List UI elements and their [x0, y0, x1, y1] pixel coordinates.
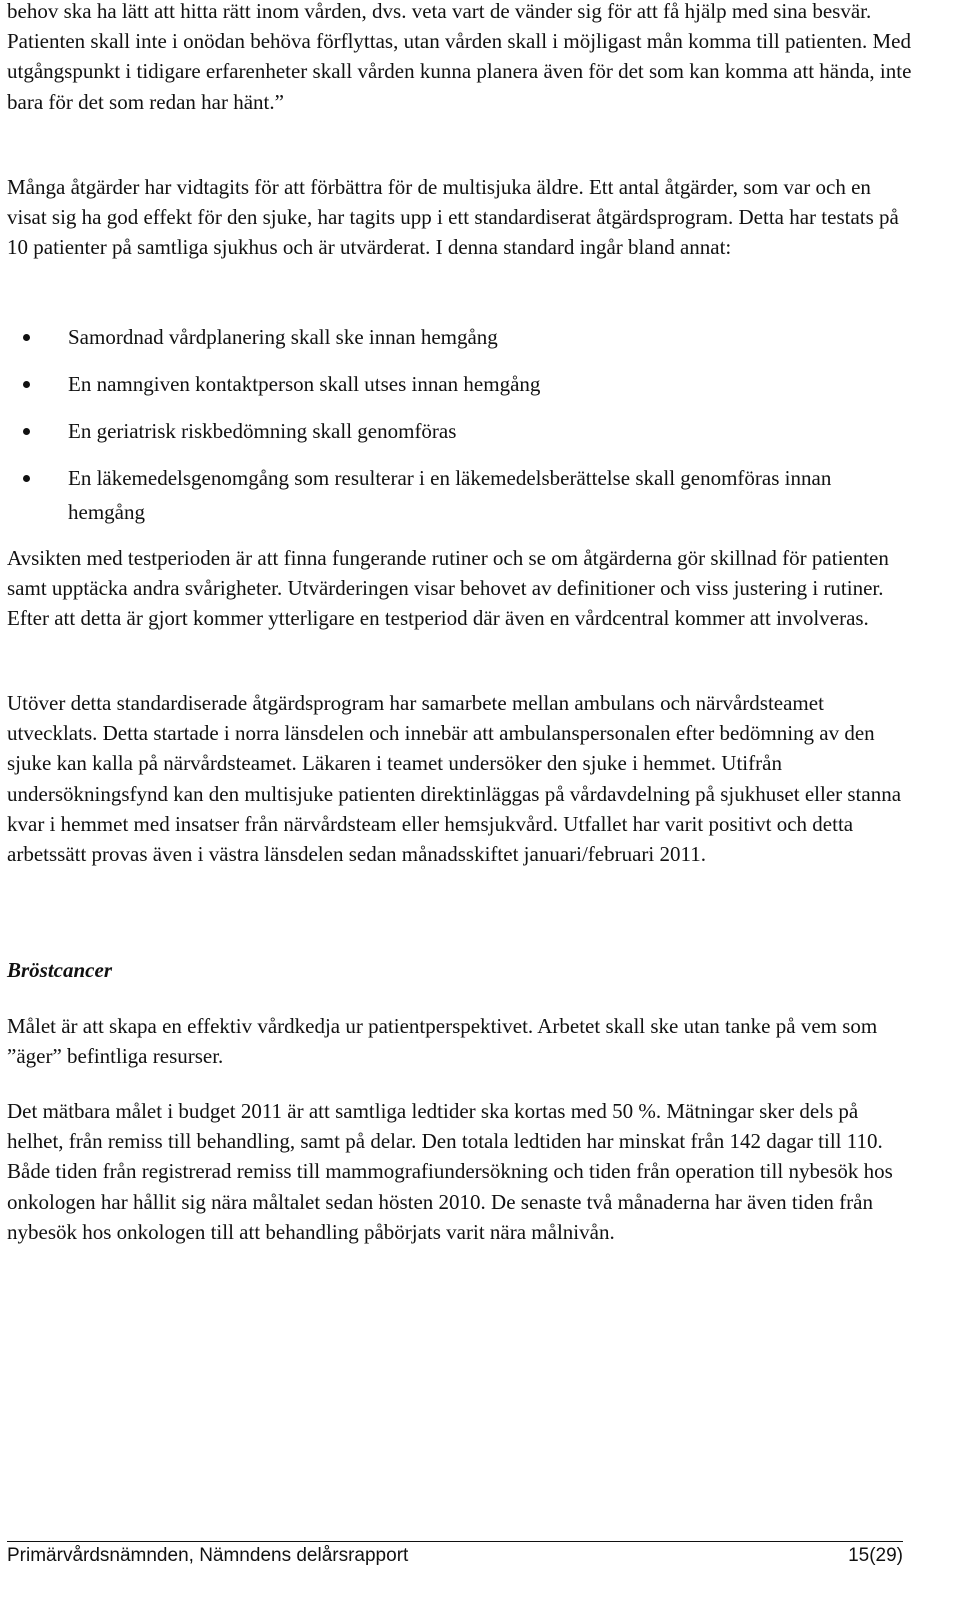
list-item-text: En läkemedelsgenomgång som resulterar i en läkemedelsberättelse skall genomföras innan hemgång — [68, 466, 832, 524]
bullet-icon — [23, 334, 30, 341]
measures-paragraph: Många åtgärder har vidtagits för att förbättra för de multisjuka äldre. Ett antal åtgärder, som var och en visat sig ha god effekt för den sjuke, har tagits upp i ett standardiserat åtgärdsprogram. Detta har testats på 10 patienter på samtliga sjukhus och är utvärderat. I denna standard ingår bland annat: — [7, 175, 899, 260]
lead-time-paragraph: Det mätbara målet i budget 2011 är att samtliga ledtider ska kortas med 50 %. Mätningar sker dels på helhet, från remiss till behandling, samt på delar. Den totala ledtiden har minskat från 142 dagar till 110. Både tiden från registrerad remiss till mammografiundersökning och tiden från operation till nybesök hos onkologen har hållit sig nära måltalet sedan hösten 2010. De senaste två månaderna har även tiden från nybesök hos onkologen till att behandling påbörjats varit nära målnivån. — [7, 1099, 893, 1244]
list-item-text: En namngiven kontaktperson skall utses innan hemgång — [68, 372, 541, 396]
test-period-paragraph: Avsikten med testperioden är att finna fungerande rutiner och se om åtgärderna gör skillnad för patienten samt upptäcka andra svårigheter. Utvärderingen visar behovet av definitioner och viss justering i rutiner. Efter att detta är gjort kommer ytterligare en testperiod där även en vårdcentral kommer att involveras. — [7, 546, 889, 631]
footer-divider — [7, 1541, 903, 1542]
page-number: 15(29) — [848, 1545, 903, 1566]
bullet-icon — [23, 428, 30, 435]
list-item-text: Samordnad vårdplanering skall ske innan hemgång — [68, 325, 498, 349]
bullet-icon — [23, 381, 30, 388]
ambulance-paragraph: Utöver detta standardiserade åtgärdsprogram har samarbete mellan ambulans och närvårdsteamet utvecklats. Detta startade i norra länsdelen och innebär att ambulanspersonalen efter bedömning av den sjuke kan kalla på närvårdsteamet. Läkaren i teamet undersöker den sjuke i hemmet. Utifrån undersökningsfynd kan den multisjuke patienten direktinläggas på vårdavdelning på sjukhuset eller stanna kvar i hemmet med insatser från närvårdsteam eller hemsjukvård. Utfallet har varit positivt och detta arbetssätt provas även i västra länsdelen sedan månadsskiftet januari/februari 2011. — [7, 691, 902, 867]
section-heading: Bröstcancer — [7, 958, 112, 982]
page-footer — [7, 1543, 903, 1569]
footer-report-title: Primärvårdsnämnden, Nämndens delårsrapport — [7, 1545, 409, 1566]
goal-paragraph: Målet är att skapa en effektiv vårdkedja ur patientperspektivet. Arbetet skall ske utan tanke på vem som ”äger” befintliga resurser. — [7, 1014, 878, 1069]
list-item — [7, 320, 912, 354]
intro-paragraph: behov ska ha lätt att hitta rätt inom vården, dvs. veta vart de vänder sig för att få hjälp med sina besvär. Patienten skall inte i onödan behöva förflyttas, utan vården skall i möjligast mån komma till patienten. Med utgångspunkt i tidigare erfarenheter skall vården kunna planera även för det som kan komma att hända, inte bara för det som redan har hänt.” — [7, 0, 912, 114]
standard-list — [7, 320, 912, 542]
bullet-icon — [23, 475, 30, 482]
list-item — [7, 367, 912, 401]
list-item — [7, 461, 912, 529]
list-item-text: En geriatrisk riskbedömning skall genomföras — [68, 419, 457, 443]
list-item — [7, 414, 912, 448]
